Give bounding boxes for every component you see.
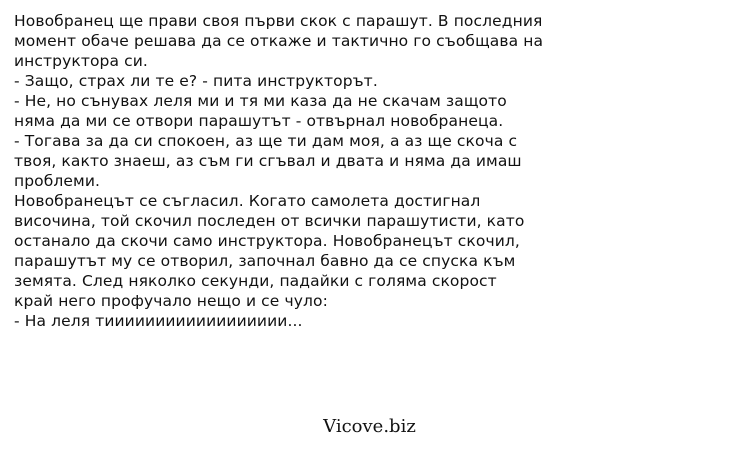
joke-line: останало да скочи само инструктора. Новобранецът скочил, bbox=[14, 232, 520, 250]
joke-line: - На леля тииииииииииииииииии... bbox=[14, 312, 303, 330]
joke-line: - Тогава за да си спокоен, аз ще ти дам моя, а аз ще скоча с bbox=[14, 132, 518, 150]
joke-line: парашутът му се отворил, започнал бавно да се спуска към bbox=[14, 252, 516, 270]
joke-text bbox=[14, 11, 714, 331]
joke-line: край него профучало нещо и се чуло: bbox=[14, 292, 328, 310]
joke-line: Новобранец ще прави своя първи скок с парашут. В последния bbox=[14, 12, 543, 30]
joke-line: проблеми. bbox=[14, 172, 101, 190]
joke-line: - Защо, страх ли те е? - пита инструкторът. bbox=[14, 72, 378, 90]
joke-line: височина, той скочил последен от всички парашутисти, като bbox=[14, 212, 525, 230]
joke-line: инструктора си. bbox=[14, 52, 148, 70]
joke-line: момент обаче решава да се откаже и тактично го съобщава на bbox=[14, 32, 544, 50]
joke-line: земята. След няколко секунди, падайки с голяма скорост bbox=[14, 272, 497, 290]
joke-line: твоя, както знаеш, аз съм ги сгъвал и двата и няма да имаш bbox=[14, 152, 522, 170]
joke-line: Новобранецът се съгласил. Когато самолета достигнал bbox=[14, 192, 481, 210]
joke-line: - Не, но сънувах леля ми и тя ми каза да не скачам защото bbox=[14, 92, 507, 110]
joke-line: няма да ми се отвори парашутът - отвърнал новобранеца. bbox=[14, 112, 504, 130]
site-watermark: Vicove.biz bbox=[323, 416, 416, 437]
